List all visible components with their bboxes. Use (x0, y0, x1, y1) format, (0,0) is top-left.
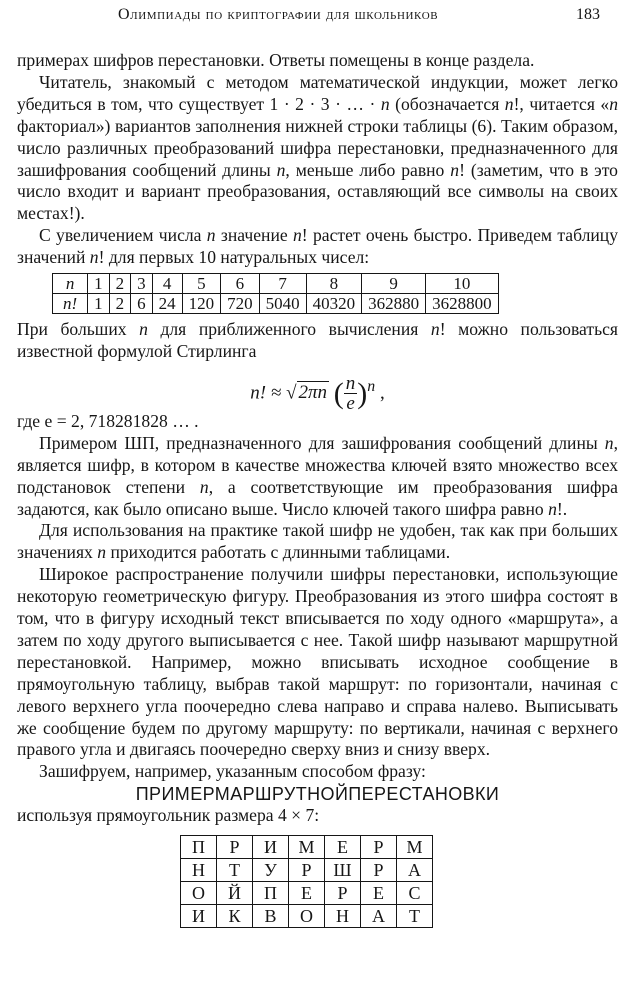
table-cell: 5040 (259, 294, 306, 314)
page-header (0, 6, 630, 28)
grid-cell: Р (361, 836, 397, 859)
grid-cell: Н (181, 859, 217, 882)
table-cell: 8 (306, 274, 362, 294)
grid-cell: А (361, 905, 397, 928)
table-cell: 1 (88, 274, 110, 294)
factorial-table (52, 273, 499, 314)
grid-cell: Е (361, 882, 397, 905)
table-cell: 2 (109, 294, 131, 314)
grid-cell: Е (325, 836, 361, 859)
factorial-table-value-row (53, 294, 499, 314)
formula-comma: , (379, 382, 385, 404)
table-row-label: n! (53, 294, 88, 314)
example-phrase: ПРИМЕРМАРШРУТНОЙПЕРЕСТАНОВКИ (135, 784, 500, 805)
grid-cell: Ш (325, 859, 361, 882)
formula-exponent: n (367, 377, 376, 395)
table-cell: 720 (221, 294, 260, 314)
grid-cell: П (181, 836, 217, 859)
table-cell: 2 (109, 274, 131, 294)
paragraph-9: Зашифруем, например, указанным способом фразу: (39, 761, 426, 782)
grid-cell: К (217, 905, 253, 928)
formula-fraction (344, 374, 358, 413)
grid-cell: М (397, 836, 433, 859)
grid-cell: Р (217, 836, 253, 859)
table-cell: 3 (131, 274, 153, 294)
table-cell: 40320 (306, 294, 362, 314)
grid-row (181, 905, 433, 928)
grid-cell: В (253, 905, 289, 928)
page-number: 183 (576, 6, 600, 23)
grid-cell: И (181, 905, 217, 928)
table-cell: 1 (88, 294, 110, 314)
paragraph-8: Широкое распространение получили шифры перестановки, использующие некоторую геометрическую фигуру. Преобразования из этого шифра состоят в том, что в фигуру исходный текст вписывается по ходу одного «маршрута», а затем по ходу другого выписывается с нее. Такой шифр называют маршрутной перестановкой. Например, можно вписывать исходное сообщение в прямоугольную таблицу, выбрав такой маршрут: по горизонтали, начиная с левого верхнего угла поочередно слева направо и справа налево. Выписывать же сообщение будем по другому маршруту: по вертикали, начиная с верхнего правого угла и двигаясь поочередно сверху вниз и снизу вверх. (17, 564, 618, 760)
route-grid-table (180, 835, 433, 928)
sqrt-sign: √ (286, 382, 297, 404)
grid-cell: Е (289, 882, 325, 905)
factorial-table-n-row (53, 274, 499, 294)
table-cell: 362880 (362, 294, 426, 314)
table-row-label: n (53, 274, 88, 294)
grid-cell: Р (289, 859, 325, 882)
grid-cell: И (253, 836, 289, 859)
paragraph-1: примерах шифров перестановки. Ответы помещены в конце раздела. (17, 50, 535, 70)
grid-row (181, 836, 433, 859)
grid-cell: Т (217, 859, 253, 882)
table-cell: 9 (362, 274, 426, 294)
page-body (17, 50, 618, 928)
table-cell: 10 (426, 274, 499, 294)
table-cell: 3628800 (426, 294, 499, 314)
grid-cell: Й (217, 882, 253, 905)
grid-cell: У (253, 859, 289, 882)
grid-cell: А (397, 859, 433, 882)
table-cell: 7 (259, 274, 306, 294)
fraction-denominator: e (346, 393, 355, 415)
grid-cell: Р (325, 882, 361, 905)
paragraph-10: используя прямоугольник размера 4 × 7: (17, 805, 320, 826)
sqrt-argument: 2πn (298, 382, 328, 404)
paragraph-6: Примером ШП, предназначенного для зашифрования сообщений длины n, является шифр, в котором в качестве множества ключей взято множество всех подстановок степени n, а соответствующие им преобразования шифра задаются, как было описано выше. Число ключей такого шифра равно n!. (17, 432, 618, 519)
grid-cell: Т (397, 905, 433, 928)
table-cell: 6 (221, 274, 260, 294)
paragraph-7: Для использования на практике такой шифр не удобен, так как при больших значениях n приходится работать с длинными таблицами. (17, 520, 618, 563)
grid-cell: М (289, 836, 325, 859)
paragraph-4: При больших n для приближенного вычисления n! можно пользоваться известной формулой Стирлинга (17, 319, 619, 361)
paragraph-3: С увеличением числа n значение n! растет очень быстро. Приведем таблицу значений n! для первых 10 натуральных чисел: (17, 225, 618, 268)
grid-cell: С (397, 882, 433, 905)
table-cell: 5 (182, 274, 221, 294)
fraction-numerator: n (345, 373, 356, 395)
grid-cell: О (289, 905, 325, 928)
stirling-formula: n! ≈ √ 2πn ( $\frac{n}{e}$ )$^n$ , (250, 373, 385, 415)
grid-cell: Р (361, 859, 397, 882)
grid-cell: Н (325, 905, 361, 928)
grid-cell: О (181, 882, 217, 905)
table-cell: 24 (152, 294, 182, 314)
table-cell: 120 (182, 294, 221, 314)
running-title: Олимпиады по криптографии для школьников (118, 6, 439, 23)
grid-cell: П (253, 882, 289, 905)
table-cell: 6 (131, 294, 153, 314)
grid-row (181, 882, 433, 905)
formula-lhs: n! ≈ (250, 382, 287, 404)
paragraph-2: Читатель, знакомый с методом математической индукции, может легко убедиться в том, что существует 1 · 2 · 3 · … · n (обозначается n!, читается «n факториал») вариантов заполнения нижней строки таблицы (6). Таким образом, число различных преобразований шифра перестановки, предназначенного для зашифрования сообщений длины n, меньше либо равно n! (заметим, что в это число входит и вариант преобразования, оставляющий все символы на своих местах!). (17, 71, 618, 224)
paragraph-5: где e = 2, 718281828 … . (17, 410, 199, 431)
grid-row (181, 859, 433, 882)
table-cell: 4 (152, 274, 182, 294)
